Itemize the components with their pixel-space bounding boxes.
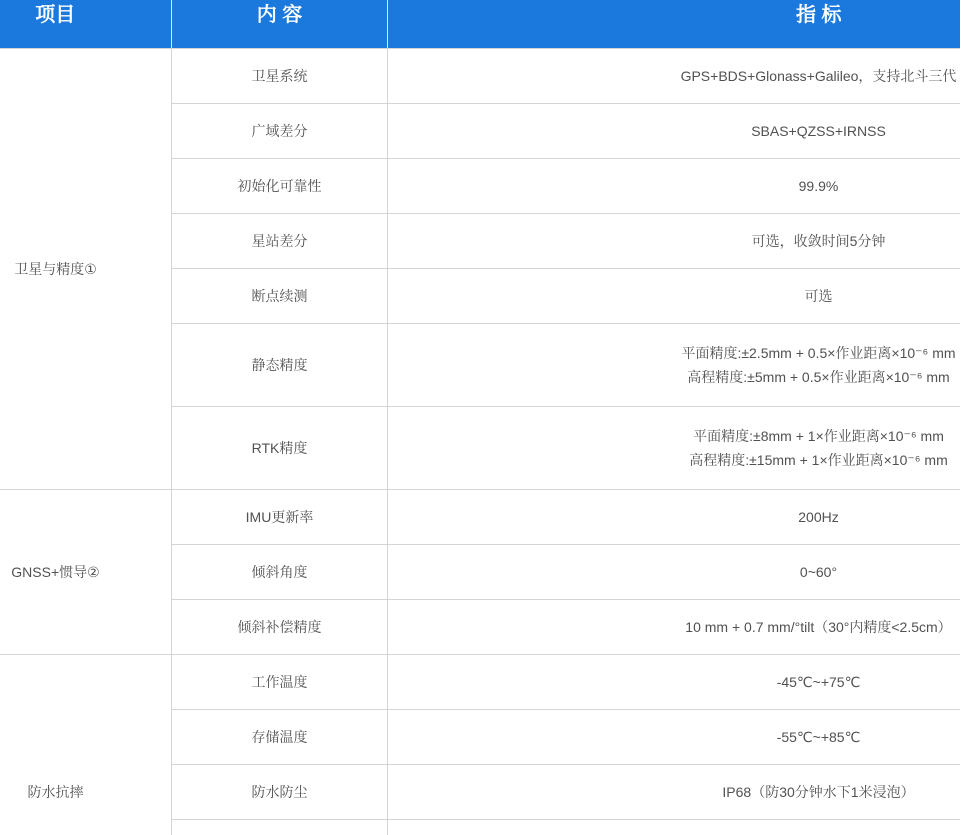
content-label: 防水防尘 xyxy=(251,784,308,800)
category-cell: GNSS+惯导② xyxy=(0,490,172,655)
content-label: 卫星系统 xyxy=(251,68,308,84)
header-row xyxy=(0,0,960,49)
content-cell xyxy=(172,214,388,269)
spec-line: SBAS+QZSS+IRNSS xyxy=(751,123,886,139)
spec-cell xyxy=(388,324,960,407)
spec-line: -55℃~+85℃ xyxy=(776,729,861,745)
spec-line: GPS+BDS+Glonass+Galileo，支持北斗三代 xyxy=(680,68,957,84)
content-cell xyxy=(172,820,388,835)
spec-cell xyxy=(388,490,960,545)
content-label: 倾斜补偿精度 xyxy=(237,619,322,635)
content-label: 倾斜角度 xyxy=(251,564,308,580)
spec-line: 平面精度:±8mm + 1×作业距离×10⁻⁶ mm xyxy=(693,428,944,444)
spec-cell xyxy=(388,407,960,490)
header-item: 项目 xyxy=(0,0,172,49)
content-label: 静态精度 xyxy=(251,357,308,373)
spec-cell xyxy=(388,765,960,820)
header-content: 内 容 xyxy=(172,0,388,49)
table-row xyxy=(0,490,960,545)
content-cell xyxy=(172,49,388,104)
content-cell xyxy=(172,545,388,600)
content-label: 工作温度 xyxy=(251,674,308,690)
spec-cell xyxy=(388,269,960,324)
table-row xyxy=(0,49,960,104)
content-cell xyxy=(172,269,388,324)
content-label: 存储温度 xyxy=(251,729,308,745)
content-label: IMU更新率 xyxy=(245,509,314,525)
spec-cell xyxy=(388,820,960,835)
spec-cell xyxy=(388,49,960,104)
content-cell xyxy=(172,765,388,820)
spec-table-body xyxy=(0,49,960,835)
content-cell xyxy=(172,407,388,490)
table-row xyxy=(0,655,960,710)
content-cell xyxy=(172,104,388,159)
spec-cell xyxy=(388,710,960,765)
spec-table-header xyxy=(0,0,960,49)
header-spec: 指 标 xyxy=(388,0,960,49)
content-label: 广域差分 xyxy=(251,123,308,139)
spec-cell xyxy=(388,104,960,159)
spec-cell xyxy=(388,159,960,214)
spec-line: 高程精度:±15mm + 1×作业距离×10⁻⁶ mm xyxy=(689,452,948,468)
content-label: 初始化可靠性 xyxy=(237,178,322,194)
spec-line: 平面精度:±2.5mm + 0.5×作业距离×10⁻⁶ mm xyxy=(681,345,956,361)
content-cell xyxy=(172,159,388,214)
spec-line: 99.9% xyxy=(798,178,839,194)
spec-cell xyxy=(388,214,960,269)
content-cell xyxy=(172,655,388,710)
spec-line: -45℃~+75℃ xyxy=(776,674,861,690)
spec-cell xyxy=(388,545,960,600)
spec-line: IP68（防30分钟水下1米浸泡） xyxy=(722,784,915,800)
spec-line: 高程精度:±5mm + 0.5×作业距离×10⁻⁶ mm xyxy=(687,369,950,385)
spec-line: 可选 xyxy=(804,288,833,304)
spec-line: 200Hz xyxy=(798,509,839,525)
content-label: 断点续测 xyxy=(251,288,308,304)
spec-cell xyxy=(388,600,960,655)
content-cell xyxy=(172,490,388,545)
category-cell: 防水抗摔 xyxy=(0,655,172,835)
content-label: 星站差分 xyxy=(251,233,308,249)
spec-cell xyxy=(388,655,960,710)
content-cell xyxy=(172,324,388,407)
content-cell xyxy=(172,600,388,655)
spec-line: 可选，收敛时间5分钟 xyxy=(751,233,886,249)
content-label: RTK精度 xyxy=(251,440,308,456)
spec-line: 0~60° xyxy=(799,564,838,580)
content-cell xyxy=(172,710,388,765)
category-cell: 卫星与精度① xyxy=(0,49,172,490)
spec-line: 10 mm + 0.7 mm/°tilt（30°内精度<2.5cm） xyxy=(685,619,952,635)
